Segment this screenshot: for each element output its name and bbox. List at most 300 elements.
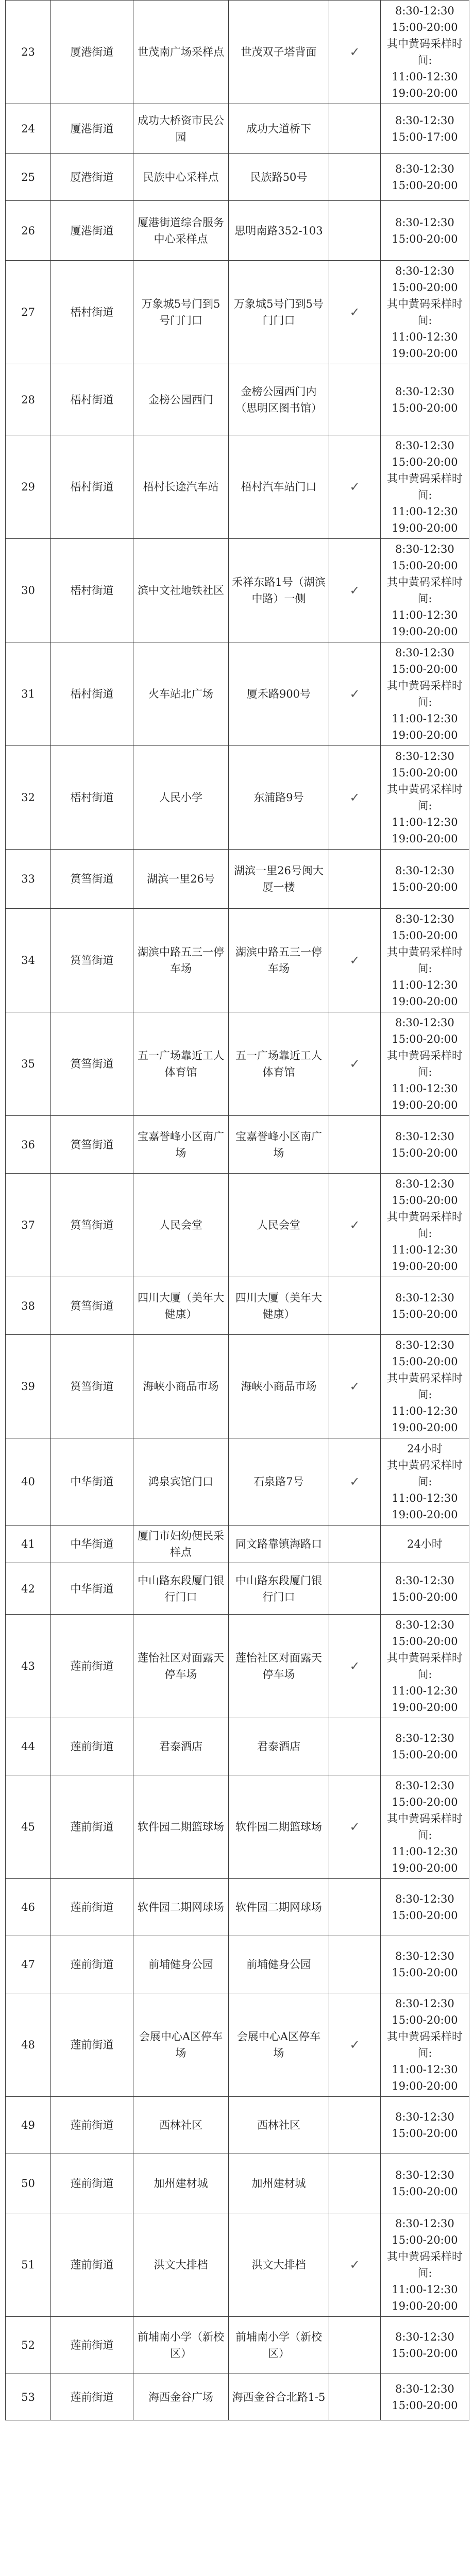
row-number: 43 (6, 1615, 51, 1718)
time-line: 其中黄码采样时间: (387, 946, 463, 975)
site-address: 万象城5号门到5号门门口 (229, 261, 329, 364)
table-row (6, 909, 469, 1012)
table-row (6, 2154, 469, 2213)
table-row (6, 1615, 469, 1718)
time-line: 19:00-20:00 (392, 1099, 458, 1111)
site-name: 海峡小商品市场 (133, 1335, 229, 1438)
sampling-hours (381, 850, 469, 909)
table-row (6, 2317, 469, 2374)
table-row (6, 435, 469, 539)
check-icon: ✓ (349, 1379, 360, 1394)
table-row (6, 1879, 469, 1936)
street-name: 莲前街道 (51, 2154, 133, 2213)
sampling-hours (381, 539, 469, 642)
time-line: 11:00-12:30 (392, 979, 458, 991)
yellow-code-mark (329, 1879, 381, 1936)
street-name: 厦港街道 (51, 201, 133, 261)
site-address: 成功大道桥下 (229, 104, 329, 154)
site-name: 五一广场靠近工人体育馆 (133, 1012, 229, 1116)
site-address: 洪文大排档 (229, 2213, 329, 2317)
sampling-hours (381, 104, 469, 154)
street-name: 梧村街道 (51, 435, 133, 539)
sampling-site-table (5, 0, 469, 2420)
sampling-hours (381, 2374, 469, 2420)
table-row (6, 2374, 469, 2420)
time-line: 19:00-20:00 (392, 1862, 458, 1874)
table-row (6, 746, 469, 850)
site-name: 君泰酒店 (133, 1718, 229, 1775)
street-name: 莲前街道 (51, 1775, 133, 1879)
time-line: 11:00-12:30 (392, 816, 458, 828)
row-number: 38 (6, 1277, 51, 1335)
time-line: 其中黄码采样时间: (387, 576, 463, 605)
sampling-hours (381, 642, 469, 746)
site-name: 软件园二期篮球场 (133, 1775, 229, 1879)
street-name: 莲前街道 (51, 2317, 133, 2374)
time-line: 19:00-20:00 (392, 2080, 458, 2092)
time-line: 19:00-20:00 (392, 995, 458, 1008)
site-address: 梧村汽车站门口 (229, 435, 329, 539)
site-address: 莲怡社区对面露天停车场 (229, 1615, 329, 1718)
time-line: 15:00-17:00 (392, 130, 458, 143)
row-number: 46 (6, 1879, 51, 1936)
time-line: 19:00-20:00 (392, 347, 458, 360)
time-line: 8:30-12:30 (395, 2331, 454, 2343)
time-line: 其中黄码采样时间: (387, 1211, 463, 1240)
time-line: 其中黄码采样时间: (387, 1459, 463, 1488)
site-address: 民族路50号 (229, 154, 329, 201)
yellow-code-mark (329, 1438, 381, 1526)
time-line: 15:00-20:00 (392, 1308, 458, 1320)
time-line: 15:00-20:00 (392, 1033, 458, 1045)
street-name: 莲前街道 (51, 1718, 133, 1775)
time-line: 19:00-20:00 (392, 1509, 458, 1521)
site-address: 前埔南小学（新校区） (229, 2317, 329, 2374)
time-line: 11:00-12:30 (392, 2283, 458, 2296)
time-line: 15:00-20:00 (392, 1355, 458, 1368)
street-name: 厦港街道 (51, 154, 133, 201)
row-number: 31 (6, 642, 51, 746)
row-number: 53 (6, 2374, 51, 2420)
row-number: 34 (6, 909, 51, 1012)
street-name: 梧村街道 (51, 364, 133, 435)
check-icon: ✓ (349, 1218, 360, 1232)
time-line: 11:00-12:30 (392, 331, 458, 343)
yellow-code-mark (329, 1718, 381, 1775)
sampling-hours (381, 1335, 469, 1438)
time-line: 11:00-12:30 (392, 505, 458, 518)
street-name: 厦港街道 (51, 104, 133, 154)
site-address: 同文路靠镇海路口 (229, 1526, 329, 1563)
time-line: 其中黄码采样时间: (387, 38, 463, 66)
check-icon: ✓ (349, 2038, 360, 2052)
yellow-code-mark (329, 201, 381, 261)
row-number: 26 (6, 201, 51, 261)
street-name: 中华街道 (51, 1438, 133, 1526)
yellow-code-mark (329, 1277, 381, 1335)
time-line: 其中黄码采样时间: (387, 472, 463, 501)
site-name: 世茂南广场采样点 (133, 1, 229, 104)
time-line: 19:00-20:00 (392, 87, 458, 99)
time-line: 19:00-20:00 (392, 625, 458, 638)
yellow-code-mark (329, 2317, 381, 2374)
site-address: 软件园二期网球场 (229, 1879, 329, 1936)
sampling-hours (381, 1563, 469, 1615)
site-name: 会展中心A区停车场 (133, 1993, 229, 2097)
site-address: 会展中心A区停车场 (229, 1993, 329, 2097)
table-body (6, 1, 469, 2420)
time-line: 8:30-12:30 (395, 2169, 454, 2181)
time-line: 15:00-20:00 (392, 881, 458, 893)
site-address: 厦禾路900号 (229, 642, 329, 746)
time-line: 8:30-12:30 (395, 1732, 454, 1744)
street-name: 梧村街道 (51, 539, 133, 642)
time-line: 其中黄码采样时间: (387, 1812, 463, 1841)
sampling-hours (381, 1718, 469, 1775)
yellow-code-mark (329, 2154, 381, 2213)
site-name: 莲怡社区对面露天停车场 (133, 1615, 229, 1718)
site-address: 五一广场靠近工人体育馆 (229, 1012, 329, 1116)
time-line: 8:30-12:30 (395, 543, 454, 555)
row-number: 41 (6, 1526, 51, 1563)
row-number: 25 (6, 154, 51, 201)
time-line: 8:30-12:30 (395, 1130, 454, 1143)
time-line: 8:30-12:30 (395, 1574, 454, 1587)
check-icon: ✓ (349, 687, 360, 701)
row-number: 24 (6, 104, 51, 154)
yellow-code-mark (329, 1, 381, 104)
time-line: 15:00-20:00 (392, 663, 458, 675)
time-line: 其中黄码采样时间: (387, 1049, 463, 1078)
sampling-hours (381, 1936, 469, 1993)
time-line: 8:30-12:30 (395, 865, 454, 877)
time-line: 其中黄码采样时间: (387, 783, 463, 812)
check-icon: ✓ (349, 1659, 360, 1673)
time-line: 8:30-12:30 (395, 647, 454, 659)
time-line: 其中黄码采样时间: (387, 680, 463, 708)
time-line: 15:00-20:00 (392, 1967, 458, 1979)
site-address: 中山路东段厦门银行门口 (229, 1563, 329, 1615)
site-address: 加州建材城 (229, 2154, 329, 2213)
yellow-code-mark (329, 539, 381, 642)
sampling-hours (381, 1012, 469, 1116)
row-number: 32 (6, 746, 51, 850)
table-row (6, 1277, 469, 1335)
row-number: 50 (6, 2154, 51, 2213)
row-number: 33 (6, 850, 51, 909)
site-name: 湖滨一里26号 (133, 850, 229, 909)
table-row (6, 1174, 469, 1277)
sampling-hours (381, 261, 469, 364)
table-row (6, 201, 469, 261)
table-row (6, 1563, 469, 1615)
table-row (6, 539, 469, 642)
time-line: 11:00-12:30 (392, 1244, 458, 1256)
time-line: 8:30-12:30 (395, 913, 454, 925)
check-icon: ✓ (349, 1057, 360, 1071)
sampling-hours (381, 1, 469, 104)
time-line: 11:00-12:30 (392, 1492, 458, 1504)
time-line: 19:00-20:00 (392, 1701, 458, 1714)
time-line: 15:00-20:00 (392, 2399, 458, 2412)
time-line: 其中黄码采样时间: (387, 1372, 463, 1401)
time-line: 15:00-20:00 (392, 1909, 458, 1922)
site-address: 金榜公园西门内（思明区图书馆） (229, 364, 329, 435)
time-line: 8:30-12:30 (395, 216, 454, 229)
site-name: 湖滨中路五三一停车场 (133, 909, 229, 1012)
site-address: 宝嘉誉峰小区南广场 (229, 1116, 329, 1174)
time-line: 11:00-12:30 (392, 2063, 458, 2076)
time-line: 19:00-20:00 (392, 522, 458, 534)
sampling-hours (381, 2097, 469, 2154)
check-icon: ✓ (349, 305, 360, 319)
table-row (6, 1775, 469, 1879)
time-line: 8:30-12:30 (395, 1893, 454, 1905)
time-line: 8:30-12:30 (395, 2111, 454, 2123)
yellow-code-mark (329, 261, 381, 364)
site-name: 宝嘉誉峰小区南广场 (133, 1116, 229, 1174)
yellow-code-mark (329, 1335, 381, 1438)
time-line: 8:30-12:30 (395, 1178, 454, 1190)
site-name: 前埔南小学（新校区） (133, 2317, 229, 2374)
time-line: 8:30-12:30 (395, 1950, 454, 1962)
yellow-code-mark (329, 1174, 381, 1277)
street-name: 莲前街道 (51, 1879, 133, 1936)
site-name: 金榜公园西门 (133, 364, 229, 435)
table-row (6, 1993, 469, 2097)
time-line: 19:00-20:00 (392, 2300, 458, 2312)
table-row (6, 1936, 469, 1993)
time-line: 11:00-12:30 (392, 1405, 458, 1417)
time-line: 11:00-12:30 (392, 71, 458, 83)
sampling-hours (381, 909, 469, 1012)
table-row (6, 1116, 469, 1174)
time-line: 其中黄码采样时间: (387, 2030, 463, 2059)
site-name: 海西金谷广场 (133, 2374, 229, 2420)
row-number: 45 (6, 1775, 51, 1879)
table-row (6, 1335, 469, 1438)
street-name: 中华街道 (51, 1563, 133, 1615)
site-name: 成功大桥资市民公园 (133, 104, 229, 154)
row-number: 49 (6, 2097, 51, 2154)
street-name: 梧村街道 (51, 261, 133, 364)
time-line: 24小时 (407, 1443, 443, 1455)
yellow-code-mark (329, 364, 381, 435)
street-name: 中华街道 (51, 1526, 133, 1563)
site-address: 世茂双子塔背面 (229, 1, 329, 104)
row-number: 40 (6, 1438, 51, 1526)
sampling-hours (381, 1526, 469, 1563)
sampling-hours (381, 1277, 469, 1335)
yellow-code-mark (329, 1775, 381, 1879)
time-line: 15:00-20:00 (392, 281, 458, 294)
time-line: 8:30-12:30 (395, 1339, 454, 1351)
site-name: 加州建材城 (133, 2154, 229, 2213)
time-line: 8:30-12:30 (395, 2382, 454, 2395)
time-line: 11:00-12:30 (392, 713, 458, 725)
site-name: 西林社区 (133, 2097, 229, 2154)
yellow-code-mark (329, 1012, 381, 1116)
sampling-hours (381, 435, 469, 539)
row-number: 37 (6, 1174, 51, 1277)
check-icon: ✓ (349, 1475, 360, 1489)
sampling-hours (381, 364, 469, 435)
time-line: 15:00-20:00 (392, 401, 458, 414)
yellow-code-mark (329, 1936, 381, 1993)
time-line: 15:00-20:00 (392, 456, 458, 468)
sampling-hours (381, 2317, 469, 2374)
site-address: 海峡小商品市场 (229, 1335, 329, 1438)
yellow-code-mark (329, 909, 381, 1012)
site-name: 软件园二期网球场 (133, 1879, 229, 1936)
sampling-hours (381, 154, 469, 201)
site-address: 禾祥东路1号（湖滨中路）一侧 (229, 539, 329, 642)
time-line: 8:30-12:30 (395, 750, 454, 762)
table-row (6, 850, 469, 909)
street-name: 梧村街道 (51, 746, 133, 850)
site-name: 火车站北广场 (133, 642, 229, 746)
time-line: 15:00-20:00 (392, 179, 458, 192)
site-address: 石泉路7号 (229, 1438, 329, 1526)
time-line: 15:00-20:00 (392, 1796, 458, 1808)
table-row (6, 2213, 469, 2317)
time-line: 19:00-20:00 (392, 833, 458, 845)
street-name: 莲前街道 (51, 1993, 133, 2097)
site-address: 君泰酒店 (229, 1718, 329, 1775)
time-line: 11:00-12:30 (392, 1685, 458, 1697)
time-line: 15:00-20:00 (392, 2347, 458, 2360)
site-name: 梧村长途汽车站 (133, 435, 229, 539)
sampling-hours (381, 1174, 469, 1277)
site-address: 西林社区 (229, 2097, 329, 2154)
row-number: 52 (6, 2317, 51, 2374)
site-name: 民族中心采样点 (133, 154, 229, 201)
street-name: 莲前街道 (51, 1615, 133, 1718)
site-address: 东浦路9号 (229, 746, 329, 850)
check-icon: ✓ (349, 790, 360, 805)
yellow-code-mark (329, 2213, 381, 2317)
table-row (6, 642, 469, 746)
time-line: 15:00-20:00 (392, 1635, 458, 1648)
time-line: 15:00-20:00 (392, 2014, 458, 2026)
street-name: 厦港街道 (51, 1, 133, 104)
row-number: 28 (6, 364, 51, 435)
site-name: 前埔健身公园 (133, 1936, 229, 1993)
site-name: 滨中文社地铁社区 (133, 539, 229, 642)
row-number: 35 (6, 1012, 51, 1116)
time-line: 19:00-20:00 (392, 1260, 458, 1273)
street-name: 筼筜街道 (51, 1335, 133, 1438)
time-line: 8:30-12:30 (395, 5, 454, 17)
sampling-hours (381, 1879, 469, 1936)
site-address: 软件园二期篮球场 (229, 1775, 329, 1879)
site-name: 洪文大排档 (133, 2213, 229, 2317)
site-address: 湖滨中路五三一停车场 (229, 909, 329, 1012)
row-number: 47 (6, 1936, 51, 1993)
time-line: 8:30-12:30 (395, 1997, 454, 2010)
yellow-code-mark (329, 746, 381, 850)
site-address: 人民会堂 (229, 1174, 329, 1277)
time-line: 11:00-12:30 (392, 1082, 458, 1095)
time-line: 19:00-20:00 (392, 1421, 458, 1434)
street-name: 筼筜街道 (51, 1174, 133, 1277)
sampling-hours (381, 1993, 469, 2097)
site-name: 厦港街道综合服务中心采样点 (133, 201, 229, 261)
site-address: 四川大厦（美年大健康） (229, 1277, 329, 1335)
table-row (6, 1526, 469, 1563)
street-name: 筼筜街道 (51, 850, 133, 909)
time-line: 其中黄码采样时间: (387, 1652, 463, 1681)
street-name: 筼筜街道 (51, 1012, 133, 1116)
time-line: 15:00-20:00 (392, 2234, 458, 2246)
table-row (6, 1, 469, 104)
row-number: 36 (6, 1116, 51, 1174)
time-line: 11:00-12:30 (392, 609, 458, 621)
time-line: 8:30-12:30 (395, 439, 454, 452)
time-line: 8:30-12:30 (395, 1016, 454, 1029)
table-row (6, 364, 469, 435)
time-line: 8:30-12:30 (395, 162, 454, 175)
sampling-hours (381, 2213, 469, 2317)
time-line: 15:00-20:00 (392, 1146, 458, 1159)
time-line: 15:00-20:00 (392, 1749, 458, 1761)
yellow-code-mark (329, 2097, 381, 2154)
row-number: 48 (6, 1993, 51, 2097)
time-line: 15:00-20:00 (392, 560, 458, 572)
yellow-code-mark (329, 435, 381, 539)
yellow-code-mark (329, 1615, 381, 1718)
yellow-code-mark (329, 1993, 381, 2097)
yellow-code-mark (329, 1116, 381, 1174)
site-name: 四川大厦（美年大健康） (133, 1277, 229, 1335)
check-icon: ✓ (349, 2258, 360, 2272)
site-address: 湖滨一里26号闽大厦一楼 (229, 850, 329, 909)
site-address: 海西金谷合北路1-5 (229, 2374, 329, 2420)
street-name: 莲前街道 (51, 2213, 133, 2317)
table-row (6, 1718, 469, 1775)
check-icon: ✓ (349, 953, 360, 968)
yellow-code-mark (329, 850, 381, 909)
row-number: 51 (6, 2213, 51, 2317)
yellow-code-mark (329, 104, 381, 154)
time-line: 11:00-12:30 (392, 1845, 458, 1858)
sampling-hours (381, 1775, 469, 1879)
check-icon: ✓ (349, 1820, 360, 1834)
yellow-code-mark (329, 2374, 381, 2420)
time-line: 8:30-12:30 (395, 265, 454, 277)
street-name: 筼筜街道 (51, 909, 133, 1012)
time-line: 19:00-20:00 (392, 729, 458, 741)
time-line: 15:00-20:00 (392, 2185, 458, 2198)
street-name: 莲前街道 (51, 2374, 133, 2420)
time-line: 8:30-12:30 (395, 114, 454, 127)
street-name: 莲前街道 (51, 1936, 133, 1993)
street-name: 莲前街道 (51, 2097, 133, 2154)
site-address: 前埔健身公园 (229, 1936, 329, 1993)
yellow-code-mark (329, 642, 381, 746)
check-icon: ✓ (349, 480, 360, 494)
row-number: 39 (6, 1335, 51, 1438)
time-line: 8:30-12:30 (395, 2217, 454, 2230)
street-name: 梧村街道 (51, 642, 133, 746)
table-row (6, 261, 469, 364)
sampling-hours (381, 2154, 469, 2213)
time-line: 8:30-12:30 (395, 1780, 454, 1792)
site-address: 思明南路352-103 (229, 201, 329, 261)
table-row (6, 104, 469, 154)
site-name: 人民会堂 (133, 1174, 229, 1277)
sampling-hours (381, 746, 469, 850)
